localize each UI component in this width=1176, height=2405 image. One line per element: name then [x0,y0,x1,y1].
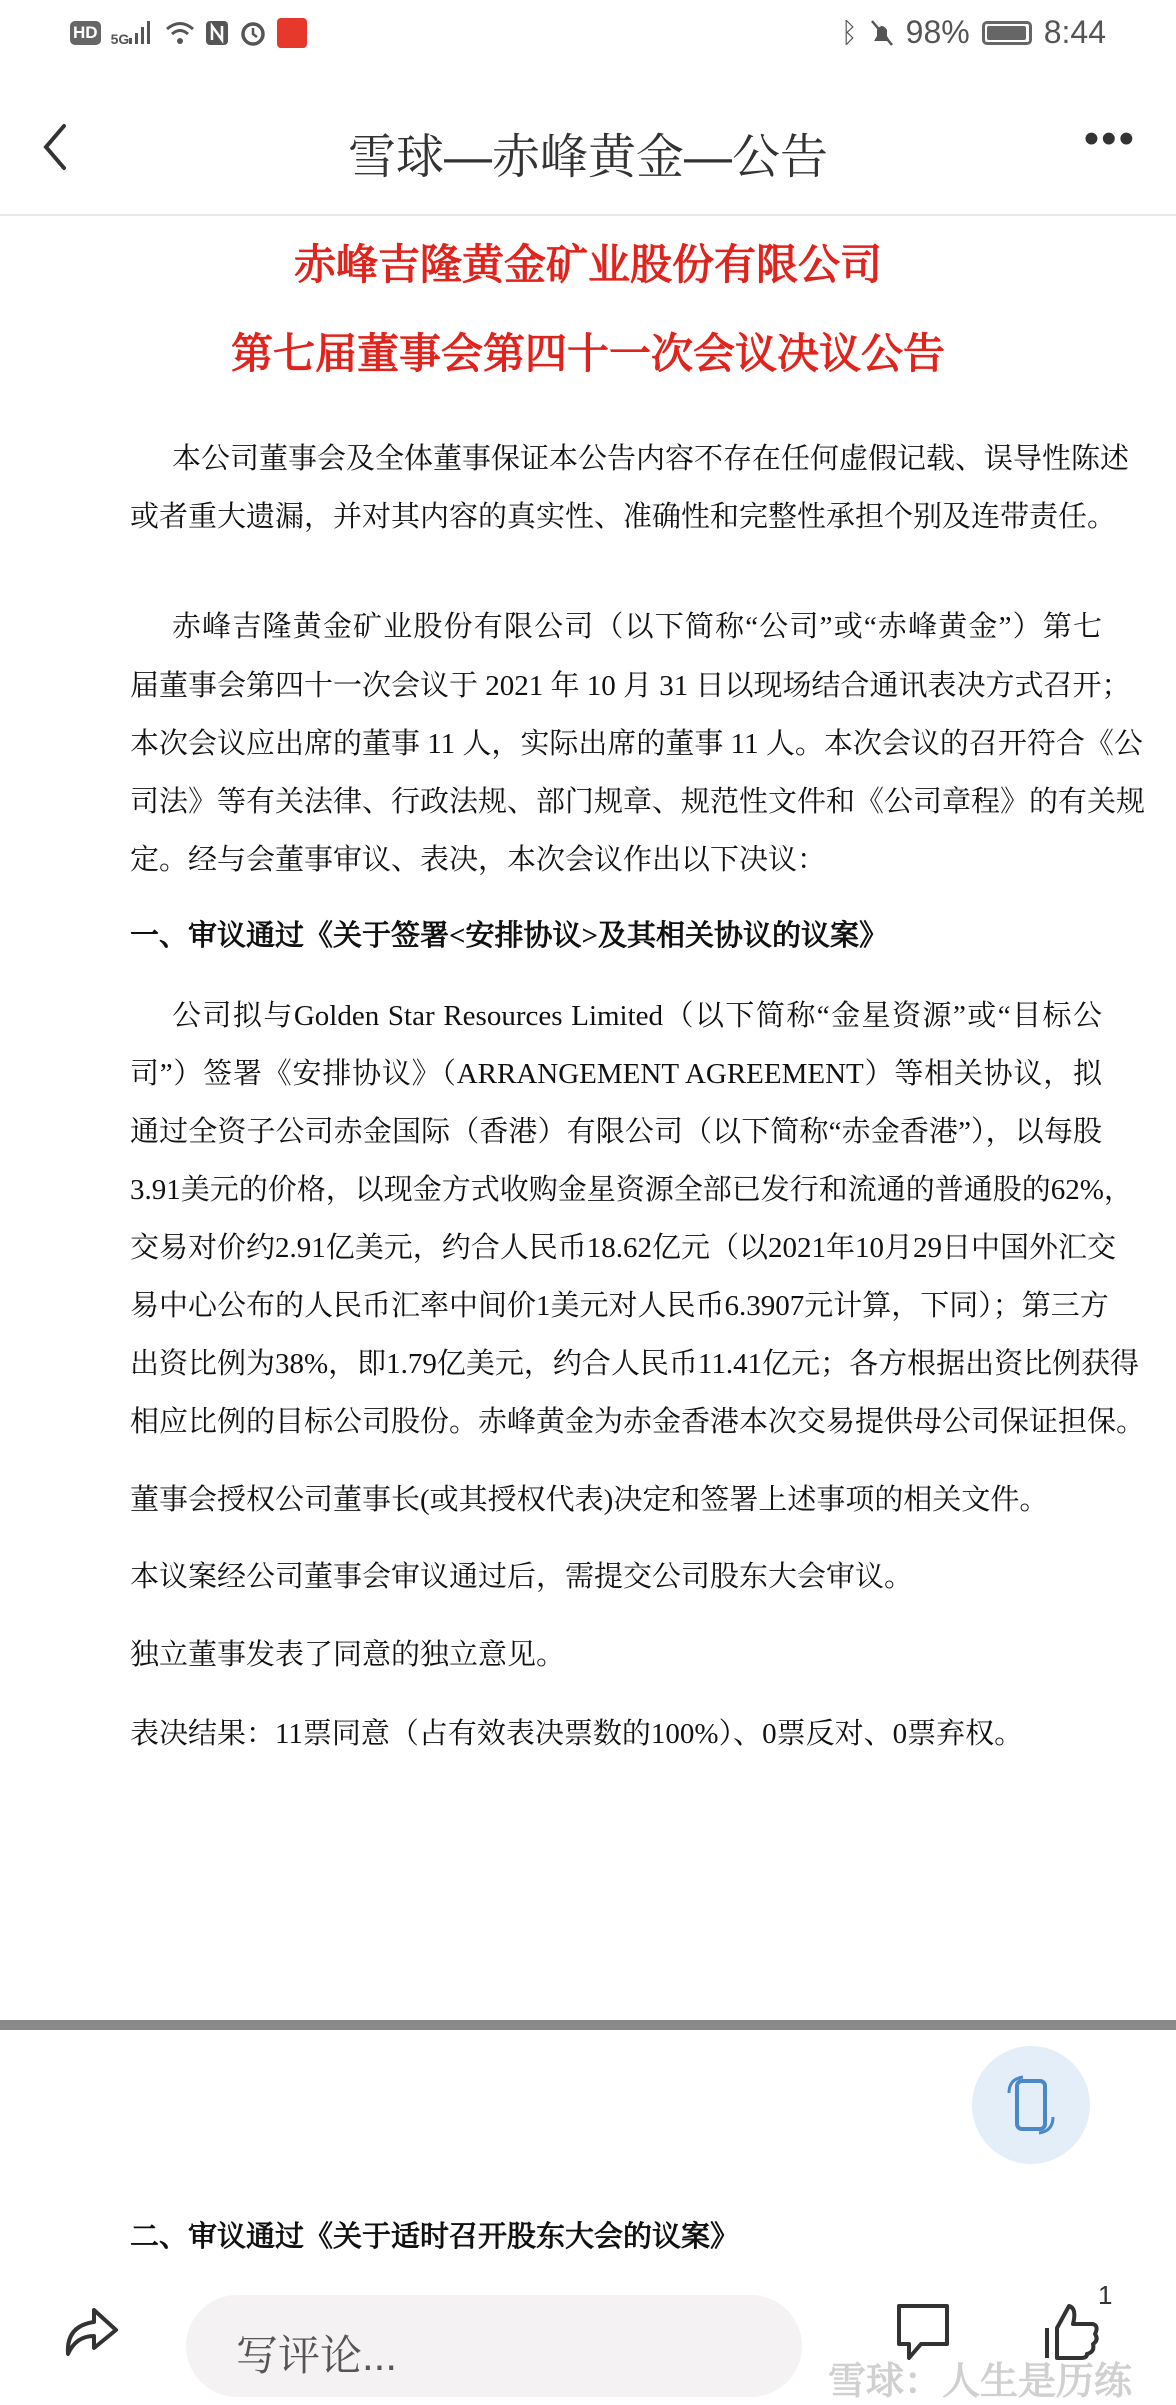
paragraph-independent-opinion: 独立董事发表了同意的独立意见。 [130,1639,566,1671]
paragraph-line: 通过全资子公司赤金国际（香港）有限公司（以下简称“赤金香港”），以每股 [130,1116,1102,1148]
alarm-icon [239,19,267,47]
battery-percent: 98% [905,14,970,50]
mute-bell-icon [870,19,894,47]
clock: 8:44 [1043,14,1106,50]
nfc-icon [205,20,229,46]
battery-icon [982,21,1032,45]
paragraph-line: 本次会议应出席的董事 11 人，实际出席的董事 11 人。本次会议的召开符合《公 [130,728,1143,760]
status-right [841,14,1106,51]
paragraph-line: 司法》等有关法律、行政法规、部门规章、规范性文件和《公司章程》的有关规 [130,786,1146,818]
comment-placeholder: 写评论... [236,2332,398,2379]
page-divider [0,2020,1176,2030]
paragraph-line: 易中心公布的人民币汇率中间价1美元对人民币6.3907元计算，下同）；第三方 [130,1290,1109,1322]
bluetooth-icon: ᛒ [840,16,858,48]
paragraph-line: 定。经与会董事审议、表决，本次会议作出以下决议： [130,844,827,876]
paragraph-shareholder-review: 本议案经公司董事会审议通过后，需提交公司股东大会审议。 [130,1561,914,1593]
section-heading-1: 一、审议通过《关于签署<安排协议>及其相关协议的议案》 [130,920,889,952]
doc-title-company: 赤峰吉隆黄金矿业股份有限公司 [293,241,882,288]
nav-bar [0,90,1176,216]
more-options-button[interactable]: ••• [1083,114,1136,163]
share-icon [60,2300,120,2360]
doc-title-announcement: 第七届董事会第四十一次会议决议公告 [230,330,945,377]
hd-icon: HD [70,21,101,45]
paragraph-line: 公司拟与Golden Star Resources Limited（以下简称“金星资源”或“目标公 [172,1000,1102,1032]
comment-input[interactable] [186,2295,802,2397]
paragraph-line: 赤峰吉隆黄金矿业股份有限公司（以下简称“公司”或“赤峰黄金”）第七 [172,611,1102,643]
paragraph-line: 交易对价约2.91亿美元，约合人民币18.62亿元（以2021年10月29日中国外汇交 [130,1232,1117,1264]
status-left-icons [70,18,307,48]
5g-signal-icon: 5G [111,20,156,47]
paragraph-line: 届董事会第四十一次会议于 2021 年 10 月 31 日以现场结合通讯表决方式召开； [130,670,1131,702]
page-title: 雪球—赤峰黄金—公告 [347,131,828,184]
paragraph-line: 或者重大遗漏，并对其内容的真实性、准确性和完整性承担个别及连带责任。 [130,501,1117,533]
paragraph-authorization: 董事会授权公司董事长(或其授权代表)决定和签署上述事项的相关文件。 [130,1484,1049,1516]
paragraph-line: 3.91美元的价格，以现金方式收购金星资源全部已发行和流通的普通股的62%， [130,1174,1133,1206]
like-count: 1 [1098,2280,1113,2310]
paragraph-line: 本公司董事会及全体董事保证本公告内容不存在任何虚假记载、误导性陈述 [172,443,1130,475]
paragraph-line: 出资比例为38%，即1.79亿美元，约合人民币11.41亿元；各方根据出资比例获得 [130,1348,1140,1380]
status-bar [0,0,1176,70]
watermark: 雪球：人生是历练 [828,2361,1133,2403]
wifi-icon [165,20,195,46]
bottom-action-bar [0,2260,1176,2403]
app-notification-icon [277,18,307,48]
phone-rotate-icon [1003,2073,1059,2137]
section-heading-2: 二、审议通过《关于适时召开股东大会的议案》 [130,2221,740,2253]
rotate-screen-button[interactable] [972,2046,1090,2164]
paragraph-vote-result: 表决结果：11票同意（占有效表决票数的100%）、0票反对、0票弃权。 [130,1718,1024,1750]
paragraph-line: 司”）签署《安排协议》（ARRANGEMENT AGREEMENT）等相关协议，拟 [130,1058,1102,1090]
paragraph-line: 相应比例的目标公司股份。赤峰黄金为赤金香港本次交易提供母公司保证担保。 [130,1406,1146,1438]
share-button[interactable] [60,2300,120,2365]
